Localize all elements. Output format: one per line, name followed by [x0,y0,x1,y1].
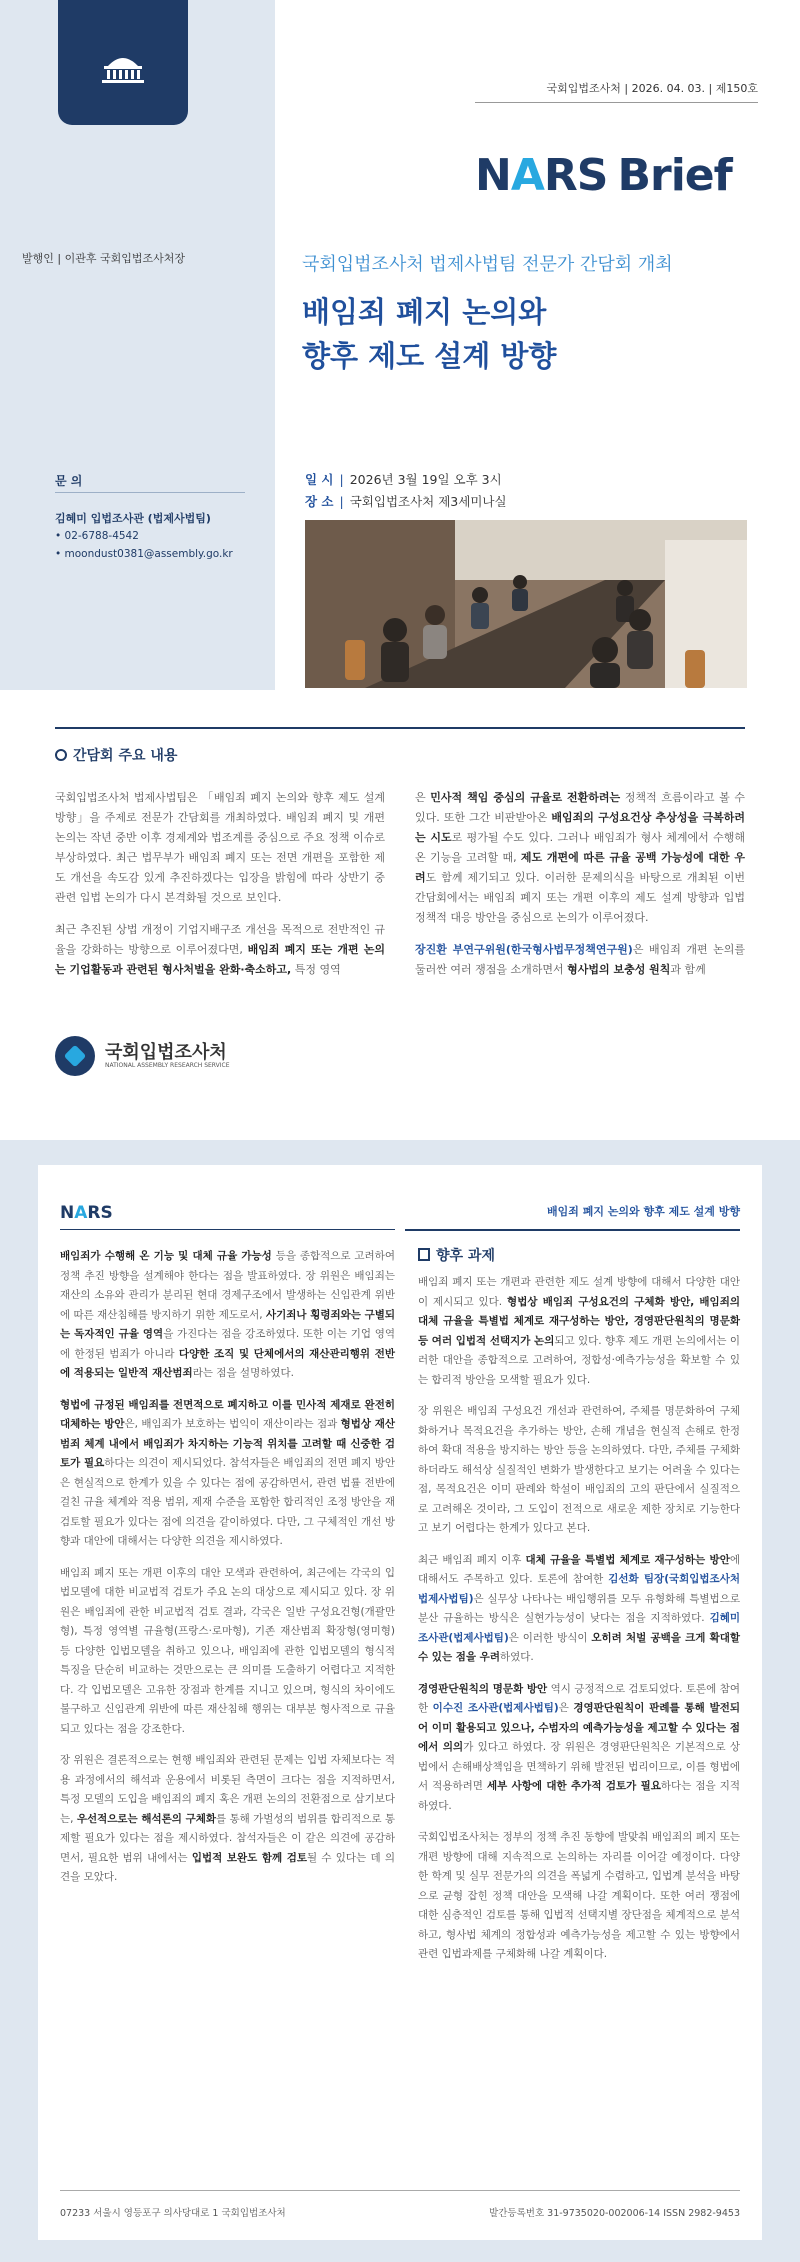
footer-registration: 발간등록번호 31-9735020-002006-14 ISSN 2982-9453 [489,2208,740,2219]
section-divider [55,727,745,729]
title-line-2: 향후 제도 설계 방향 [302,339,557,373]
title-line-1: 배임죄 폐지 논의와 [302,295,547,329]
sidebar-panel [0,0,275,690]
paragraph: 배임죄 폐지 또는 개편과 관련한 제도 설계 방향에 대해서 다양한 대안이 제시되고 있다. 형법상 배임죄 구성요건의 구체화 방안, 배임죄의 대체 규율을 특별법 체계로 재구성하는 방안, 경영판단원칙의 명문화 등 여러 입법적 선택지가 논의되고 있다. 향후 제도 개편 논의에서는 이러한 대안을 종합적으로 고려하여, 정합성·예측가능성을 확보할 수 있는 합리적 방안을 모색할 필요가 있다. [418,1276,740,1386]
page-one: 발행인 | 이관후 국회입법조사처장 문 의 김혜미 입법조사관 (법제사법팀) • 02-6788-4542 • moondust0381@assembly.go.kr 국회입법조사처 | 2026. 04. 03. | 제150호 NARS Brief 국회입법조사처 법제사법팀 전문가 간담회 개최 배임죄 폐지 논의와 향후 제도 설계 방향 일 시 | 2026년 3월 19일 오후 3시 장 소 | 국회입법조사처 제3세미나실 간담회 주요 내용 국회입법조사처 법제사법팀은 「배임죄 폐지 논의와 향후 제도 설계 방향」을 주제로 전문가 간담회를 개최하였다. 배임죄 폐지 및 개편 논의는 작년 중반 이후 경제계와 법조계를 중심으로 주요 정책 이슈로 부상하였다. 최근 법무부가 배임죄 폐지 또는 전면 개편을 포함한 제도 개선을 속도감 있게 추진하겠다는 입장을 밝힘에 따라 상반기 중 관련 입법 논의가 다시 본격화될 것으로 보인다. 최근 추진된 상법 개정이 기업지배구조 개선을 목적으로 전반적인 규율을 강화하는 방향으로 이루어졌다면, 배임죄 폐지 또는 개편 논의는 기업활동과 관련된 형사처벌을 완화·축소하고, 특정 영역 은 민사적 책임 중심의 규율로 전환하려는 정책적 흐름이라고 볼 수 있다. 또한 그간 비판받아온 배임죄의 구성요건상 추상성을 극복하려는 시도로 평가될 수도 있다. 그러나 배임죄가 형사 체계에서 수행해온 기능을 고려할 때, 제도 개편에 따른 규율 공백 가능성에 대한 우려도 함께 제기되고 있다. 이러한 문제의식을 바탕으로 개최된 이번 간담회에서는 배임죄 폐지 또는 개편 이후의 제도 설계 방향과 입법 정책적 대응 방안을 중심으로 논의가 이루어졌다. 장진환 부연구위원(한국형사법무정책연구원)은 배임죄 개편 논의를 둘러싼 여러 쟁점을 소개하면서 형사법의 보충성 원칙과 함께 국회입법조사처 NATIONAL ASSEMBLY RESEARCH SERVICE [0,0,800,1140]
page-title [302,290,556,378]
paragraph: 형법에 규정된 배임죄를 전면적으로 폐지하고 이를 민사적 제재로 완전히 대체하는 방안은, 배임죄가 보호하는 법익이 재산이라는 점과 형법상 재산범죄 체계 내에서 배임죄가 차지하는 기능적 위치를 고려할 때 신중한 검토가 필요하다는 의견이 제시되었다. 참석자들은 배임죄의 전면 폐지 방안은 현실적으로 한계가 있을 수 있다는 점에 공감하면서, 관련 법률 전반에 걸친 규율 체계와 적용 범위, 제재 수준을 포함한 합리적인 조정 방안을 재검토할 필요가 있다는 점에 의견을 같이하였다. 다만, 그 구체적인 개선 방향과 대안에 대해서는 다양한 의견을 제시하였다. [60,1398,396,1547]
brief-wordmark: Brief [617,150,732,201]
meeting-place: 장 소 | 국회입법조사처 제3세미나실 [305,494,507,509]
running-head: 배임죄 폐지 논의와 향후 제도 설계 방향 [547,1205,740,1218]
body-column-left [55,788,385,992]
assembly-logo [58,0,188,125]
meeting-date: 일 시 | 2026년 3월 19일 오후 3시 [305,472,502,487]
paragraph: 경영판단원칙의 명문화 방안 역시 긍정적으로 검토되었다. 토론에 참여한 이수진 조사관(법제사법팀)은 경영판단원칙이 판례를 통해 발전되어 이미 활용되고 있으나, 수범자의 예측가능성을 제고할 수 있다는 점에서 의의가 있다고 하였다. 장 위원은 경영판단원칙은 기본적으로 상법에서 손해배상책임을 면책하기 위해 발전된 법리이므로, 이를 형법에서 적용하려면 세부 사항에 대한 추가적 검토가 필요하다는 점을 지적하였다. [418,1682,741,1812]
nars-emblem-icon [55,1036,95,1076]
nars-brief-logo [475,150,732,201]
page-subtitle: 국회입법조사처 법제사법팀 전문가 간담회 개최 [302,254,673,275]
paragraph: 장 위원은 배임죄 구성요건 개선과 관련하여, 주체를 명문화하여 구체화하거나 목적요건을 추가하는 방안, 손해 개념을 현실적 손해로 한정하여 확대 적용을 방지하는 방안 등을 논의하였다. 다만, 주체를 구체화하더라도 해석상 실질적인 변화가 발생한다고 보기는 어려울 수 있다는 점, 목적요건은 이미 판례와 학설이 배임죄의 고의 판단에서 실질적으로 고려해온 것이라, 그 도입이 전적으로 새로운 제한 장치로 기능한다고 보기 어렵다는 한계가 있다고 본다. [418,1405,740,1534]
lightbulb-icon [55,749,67,761]
meeting-photo [305,520,747,688]
paragraph: 최근 배임죄 폐지 이후 대체 규율을 특별법 체계로 재구성하는 방안에 대해서도 주목하고 있다. 토론에 참여한 김선화 팀장(국회입법조사처 법제사법팀)은 실무상 나타나는 배임행위를 모두 유형화해 특별법으로 분산 규율하는 방식은 실현가능성이 낮다는 점을 지적하였다. 김혜미 조사관(법제사법팀)은 이러한 방식이 오히려 처벌 공백을 크게 확대할 수 있는 점을 우려하였다. [418,1553,741,1663]
paragraph: 배임죄 폐지 또는 개편 이후의 대안 모색과 관련하여, 최근에는 각국의 입법모델에 대한 비교법적 검토가 주요 논의 대상으로 제시되고 있다. 장 위원은 배임죄에 관한 비교법적 검토 결과, 각국은 일반 구성요건형(개괄만형), 특정 영역별 규율형(프랑스·로마형), 기존 재산범죄 확장형(영미형) 등 다양한 입법모델을 취하고 있으나, 배임죄에 관한 입법모델의 형식적 특징을 단순히 비교하는 것만으로는 큰 의미를 도출하기 어렵다고 지적한다. 각 입법모델은 고유한 장점과 한계를 지니고 있으며, 형식의 차이에도 불구하고 신임관계 위반에 따른 재산침해 행위는 대부분 형사적으로 규율되고 있다는 점을 강조한다. [60,1566,395,1735]
nars-small-logo: NARS [60,1203,113,1223]
paragraph: 국회입법조사처는 정부의 정책 추진 동향에 발맞춰 배임죄의 폐지 또는 개편 방향에 대해 지속적으로 논의하는 자리를 이어갈 예정이다. 다양한 학계 및 실무 전문가의 의견을 폭넓게 수렴하고, 입법계 분석을 바탕으로 균형 잡힌 정책 대안을 모색해 나갈 계획이다. 또한 여러 쟁점에 대한 심층적인 검토를 통해 입법적 선택지별 장단점을 체계적으로 분석하고, 형사법 체계의 정합성과 예측가능성을 제고할 수 있는 방향에서 관련 입법과제를 구체화해 나갈 계획이다. [418,1831,740,1960]
footer-rule [60,2190,740,2191]
issue-divider [475,102,758,103]
publisher-line: 발행인 | 이관후 국회입법조사처장 [22,252,185,265]
paragraph: 장진환 부연구위원(한국형사법무정책연구원)은 배임죄 개편 논의를 둘러싼 여러 쟁점을 소개하면서 형사법의 보충성 원칙과 함께 [415,943,746,976]
contact-name: 김혜미 입법조사관 (법제사법팀) [55,512,211,525]
paragraph: 은 민사적 책임 중심의 규율로 전환하려는 정책적 흐름이라고 볼 수 있다. 또한 그간 비판받아온 배임죄의 구성요건상 추상성을 극복하려는 시도로 평가될 수도 있다. 그러나 배임죄가 형사 체계에서 수행해온 기능을 고려할 때, 제도 개편에 따른 규율 공백 가능성에 대한 우려도 함께 제기되고 있다. 이러한 문제의식을 바탕으로 개최된 이번 간담회에서는 배임죄 폐지 또는 개편 이후의 제도 설계 방향과 입법 정책적 대응 방안을 중심으로 논의가 이루어졌다. [415,791,745,924]
section-heading-future-tasks: 향후 과제 [418,1245,495,1265]
contact-label: 문 의 [55,474,83,488]
paragraph: 장 위원은 결론적으로는 현행 배임죄와 관련된 문제는 입법 자체보다는 적용 과정에서의 해석과 운용에서 비롯된 측면이 크다는 점을 지적하면서, 특정 모델의 도입을 배임죄의 폐지 혹은 개편 논의의 전환점으로 삼기보다는, 우선적으로는 해석론의 구체화를 통해 가벌성의 범위를 합리적으로 통제할 필요가 있다는 점을 제시하였다. 참석자들은 이 같은 의견에 공감하면서, 필요한 범위 내에서는 입법적 보완도 함께 검토될 수 있다는 데 의견을 모았다. [60,1754,396,1883]
header-rule-right [405,1229,740,1231]
issue-info: 국회입법조사처 | 2026. 04. 03. | 제150호 [546,82,758,95]
paragraph: 국회입법조사처 법제사법팀은 「배임죄 폐지 논의와 향후 제도 설계 방향」을 주제로 전문가 간담회를 개최하였다. 배임죄 폐지 및 개편 논의는 작년 중반 이후 경제계와 법조계를 중심으로 주요 정책 이슈로 부상하였다. 최근 법무부가 배임죄 폐지 또는 전면 개편을 포함한 제도 개선을 속도감 있게 추진하겠다는 입장을 밝힘에 따라 상반기 중 관련 입법 논의가 다시 본격화될 것으로 보인다. [55,791,385,904]
page-two [38,1165,762,2240]
contact-phone: • 02-6788-4542 [55,530,139,542]
contact-divider [55,492,245,493]
footer-address: 07233 서울시 영등포구 의사당대로 1 국회입법조사처 [60,2208,286,2219]
document-icon [418,1248,430,1261]
body-column-left [60,1247,395,1900]
paragraph: 최근 추진된 상법 개정이 기업지배구조 개선을 목적으로 전반적인 규율을 강화하는 방향으로 이루어졌다면, 배임죄 폐지 또는 개편 논의는 기업활동과 관련된 형사처벌을 완화·축소하고, 특정 영역 [55,923,385,976]
contact-email[interactable]: • moondust0381@assembly.go.kr [55,548,233,560]
paragraph: 배임죄가 수행해 온 기능 및 대체 규율 가능성 등을 종합적으로 고려하여 정책 추진 방향을 설계해야 한다는 점을 발표하였다. 장 위원은 배임죄는 재산의 소유와 관리가 분리된 현대 경제구조에서 발생하는 신임관계 위반에 따른 재산침해를 방지하기 위한 제도로서, 사기죄나 횡령죄와는 구별되는 독자적인 규율 영역을 가진다는 점을 강조하였다. 또한 이는 기업 영역에 한정된 범죄가 아니라 다양한 조직 및 단체에서의 재산관리행위 전반에 적용되는 일반적 재산범죄라는 점을 설명하였다. [60,1250,396,1379]
assembly-building-icon [98,52,148,84]
body-column-right [415,788,745,992]
body-column-right [418,1273,740,1977]
nars-wordmark: NARS [475,150,608,201]
section-heading-meeting: 간담회 주요 내용 [55,745,177,765]
header-rule-left [60,1229,395,1230]
